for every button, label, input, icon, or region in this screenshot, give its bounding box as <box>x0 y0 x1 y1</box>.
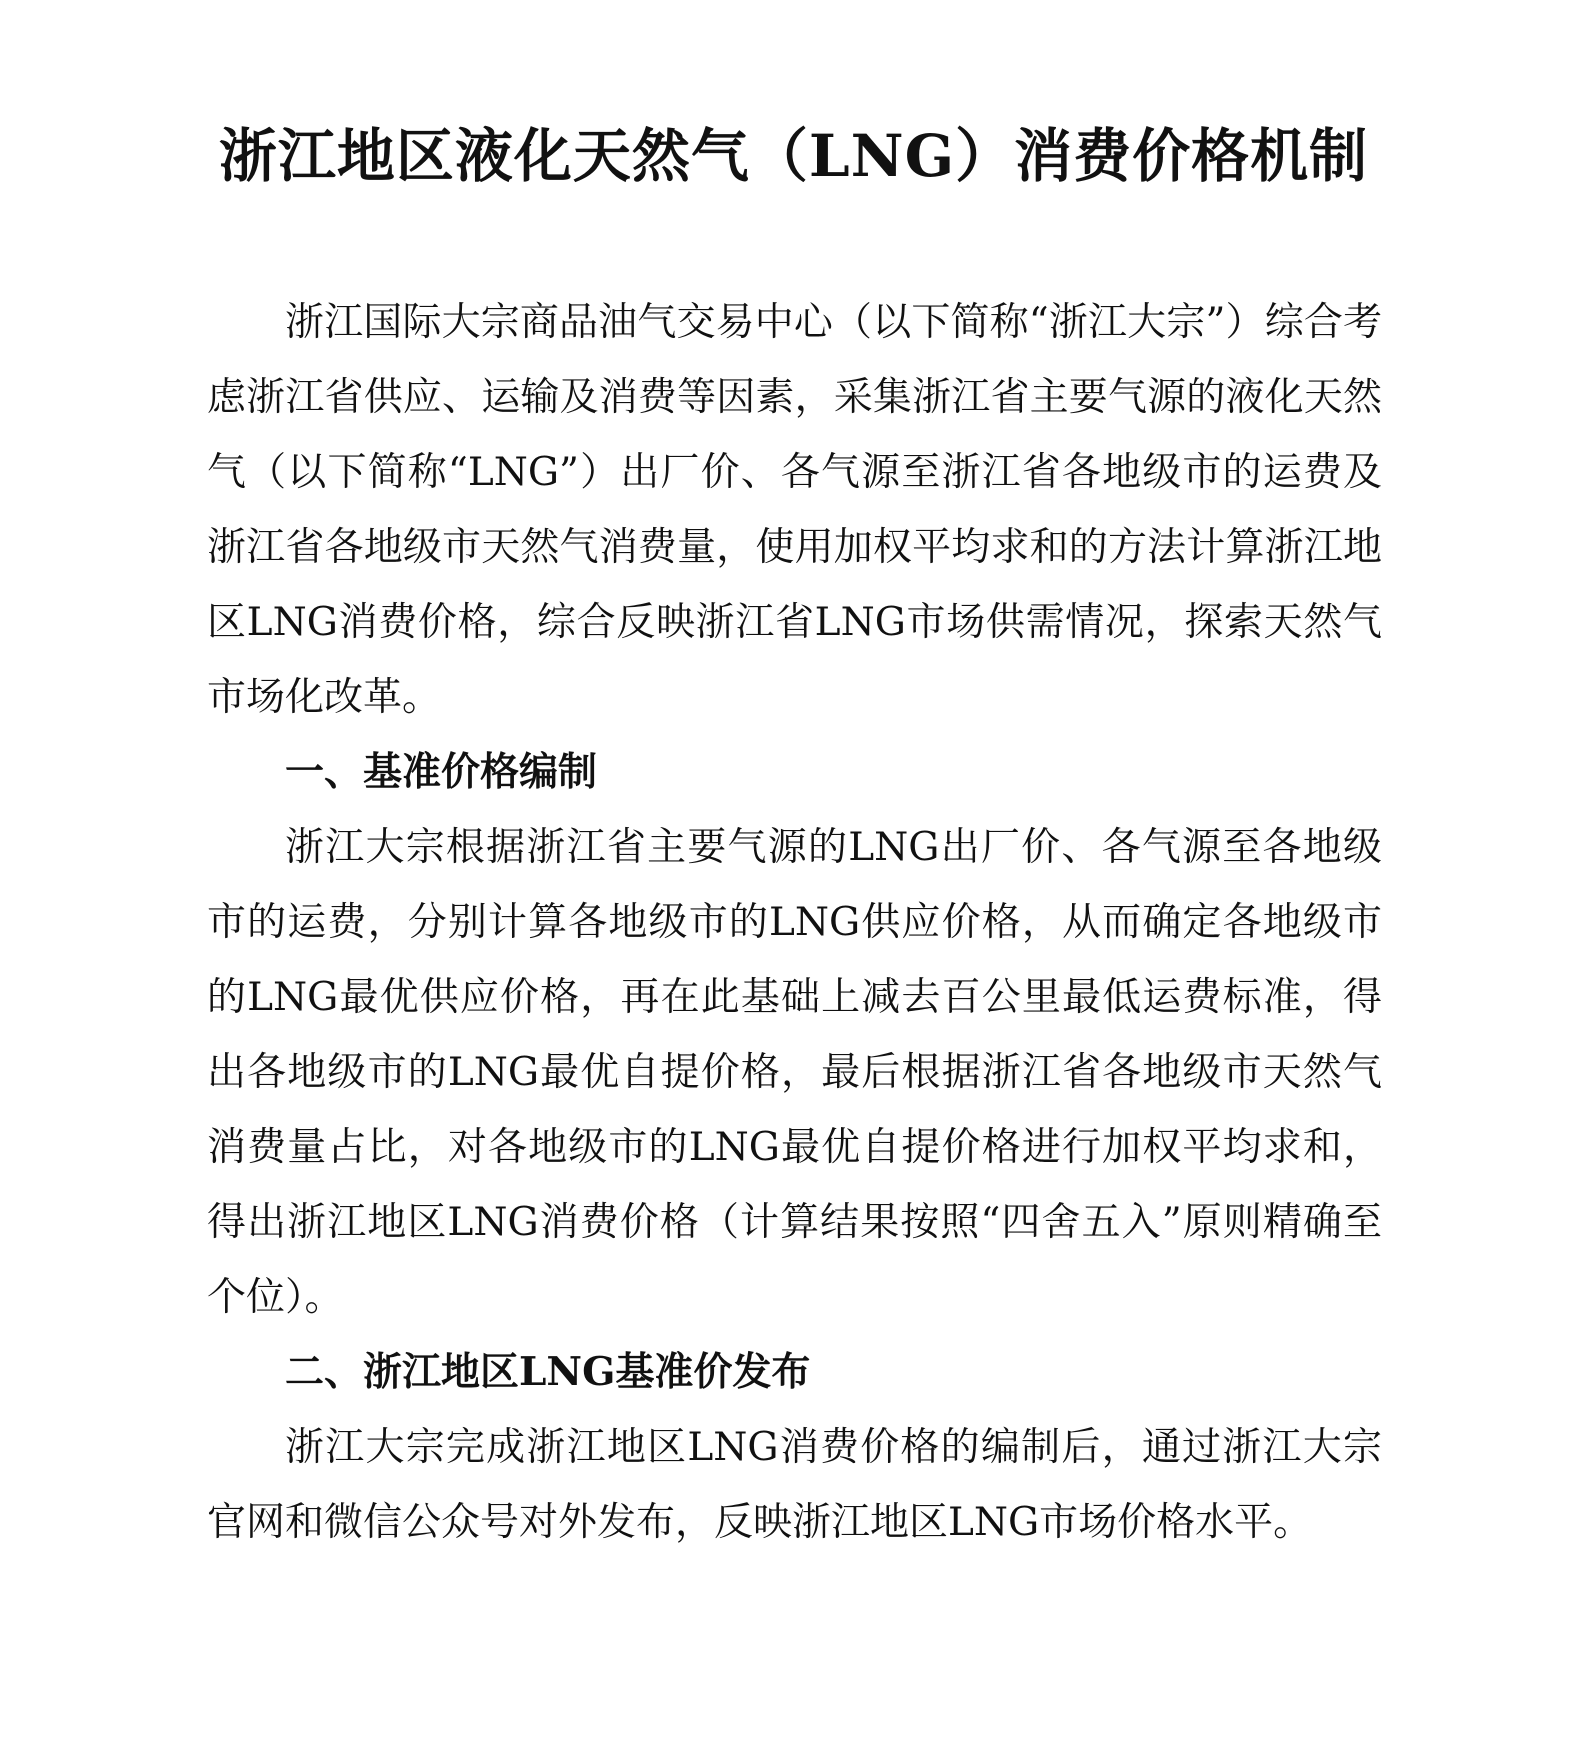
section-paragraph-benchmark-compilation: 浙江大宗根据浙江省主要气源的LNG出厂价、各气源至各地级市的运费，分别计算各地级市的LNG供应价格，从而确定各地级市的LNG最优供应价格，再在此基础上减去百公里最低运费标准，得出各地级市的LNG最优自提价格，最后根据浙江省各地级市天然气消费量占比，对各地级市的LNG最优自提价格进行加权平均求和，得出浙江地区LNG消费价格（计算结果按照“四舍五入”原则精确至个位）。 <box>207 825 1382 1320</box>
intro-paragraph: 浙江国际大宗商品油气交易中心（以下简称“浙江大宗”）综合考虑浙江省供应、运输及消费等因素，采集浙江省主要气源的液化天然气（以下简称“LNG”）出厂价、各气源至浙江省各地级市的运费及浙江省各地级市天然气消费量，使用加权平均求和的方法计算浙江地区LNG消费价格，综合反映浙江省LNG市场供需情况，探索天然气市场化改革。 <box>207 300 1382 720</box>
section-heading-price-release: 二、浙江地区LNG基准价发布 <box>285 1349 811 1395</box>
section-heading-benchmark-compilation: 一、基准价格编制 <box>285 749 598 795</box>
document-body <box>207 285 1382 1560</box>
section-paragraph-price-release: 浙江大宗完成浙江地区LNG消费价格的编制后，通过浙江大宗官网和微信公众号对外发布，反映浙江地区LNG市场价格水平。 <box>207 1425 1382 1545</box>
document-title: 浙江地区液化天然气（LNG）消费价格机制 <box>218 122 1369 190</box>
